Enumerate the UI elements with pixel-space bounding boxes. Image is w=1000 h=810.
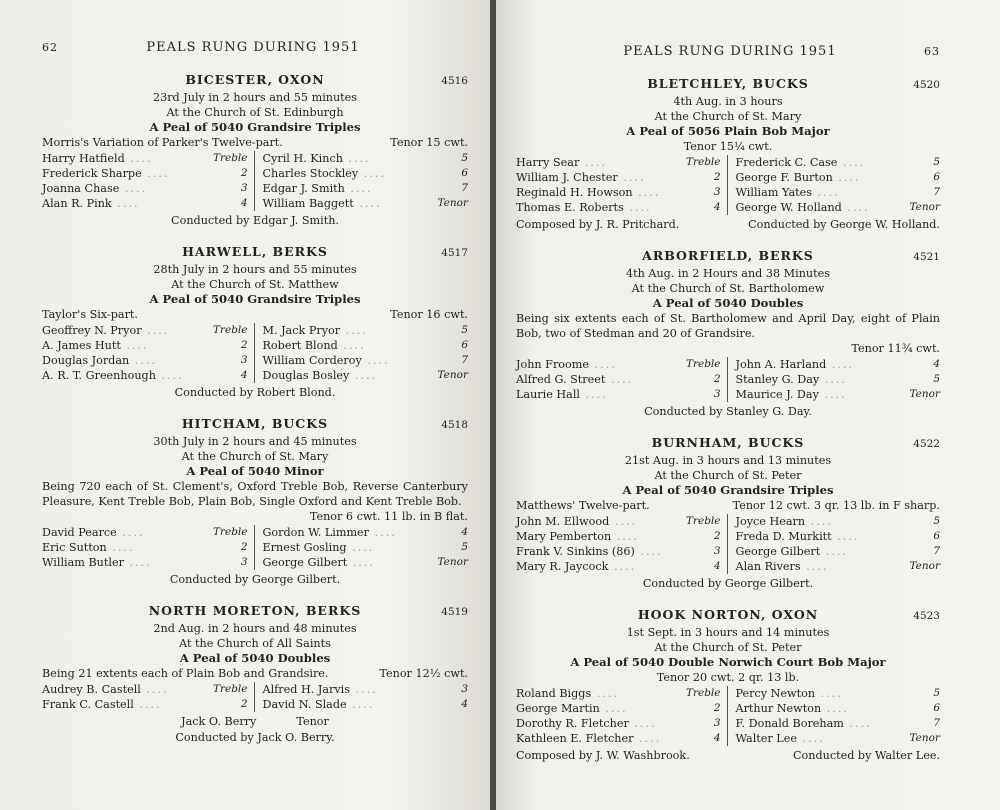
- peal-church: At the Church of All Saints: [179, 637, 331, 650]
- peal-number: 4521: [913, 251, 940, 263]
- ringers-column: [42, 525, 255, 570]
- peal-date: 21st Aug. in 3 hours and 13 minutes: [624, 454, 832, 467]
- peal-number: 4523: [913, 610, 940, 622]
- ringer-row: Cyril H. Kinch .... 5: [263, 151, 469, 166]
- ringer-row: Alfred H. Jarvis .... 3: [263, 682, 469, 697]
- peal-composition: Taylor's Six-part.: [42, 308, 138, 321]
- peal-conductor: Conducted by Jack O. Berry.: [175, 731, 335, 744]
- peal-composer: Composed by J. W. Washbrook.: [516, 749, 690, 762]
- peal-title: BLETCHLEY, BUCKS 4520: [647, 76, 940, 91]
- ringer-row: Frederick Sharpe .... 2: [42, 166, 248, 181]
- right-page: [496, 0, 1000, 810]
- peal-entry: [516, 76, 940, 232]
- peal-title: NORTH MORETON, BERKS 4519: [148, 603, 468, 618]
- ringers-table: [42, 525, 468, 570]
- running-head: [42, 40, 468, 60]
- ringers-column: [255, 323, 469, 383]
- ringer-row: Douglas Jordan .... 3: [42, 353, 248, 368]
- peal-number: 4518: [441, 419, 468, 431]
- peal-number: 4520: [913, 79, 940, 91]
- ringers-column: [42, 151, 255, 211]
- ringer-row: Roland Biggs .... Treble: [516, 686, 721, 701]
- page-number: 62: [42, 41, 58, 54]
- ringers-column: [728, 514, 941, 574]
- ringer-row: Arthur Newton .... 6: [736, 701, 941, 716]
- ringer-row: William Baggett .... Tenor: [263, 196, 469, 211]
- peal-church: At the Church of St. Peter: [654, 469, 802, 482]
- ringer-row: George Gilbert .... Tenor: [263, 555, 469, 570]
- ringer-row: David N. Slade .... 4: [263, 697, 469, 712]
- peal-tenor: Tenor 16 cwt.: [390, 308, 468, 321]
- peal-number: 4516: [441, 75, 468, 87]
- peal-title: HARWELL, BERKS 4517: [182, 244, 468, 259]
- ringer-row: Charles Stockley .... 6: [263, 166, 469, 181]
- ringers-column: [42, 682, 255, 712]
- ringer-row: Mary R. Jaycock .... 4: [516, 559, 721, 574]
- peal-meta: [516, 498, 940, 513]
- peal-date: 1st Sept. in 3 hours and 14 minutes: [626, 626, 830, 639]
- peal-method: A Peal of 5040 Double Norwich Court Bob Major: [570, 655, 886, 669]
- ringer-row: Joyce Hearn .... 5: [736, 514, 941, 529]
- ringer-row: John M. Ellwood .... Treble: [516, 514, 721, 529]
- peal-tenor: Tenor 12½ cwt.: [379, 667, 468, 680]
- peal-composition: Matthews' Twelve-part.: [516, 499, 650, 512]
- peal-tenor: Tenor 15 cwt.: [390, 136, 468, 149]
- ringers-table: [516, 357, 940, 402]
- peal-church: At the Church of St. Bartholomew: [631, 282, 825, 295]
- ringer-row: Frank C. Castell .... 2: [42, 697, 248, 712]
- ringers-table: [42, 151, 468, 211]
- ringer-row: F. Donald Boreham .... 7: [736, 716, 941, 731]
- peal-date: 23rd July in 2 hours and 55 minutes: [152, 91, 358, 104]
- peal-title: BURNHAM, BUCKS 4522: [651, 435, 940, 450]
- ringers-column: [728, 357, 941, 402]
- ringer-row: Reginald H. Howson .... 3: [516, 185, 721, 200]
- ringer-row: Harry Sear .... Treble: [516, 155, 721, 170]
- ringer-row: Alan Rivers .... Tenor: [736, 559, 941, 574]
- ringer-row: Thomas E. Roberts .... 4: [516, 200, 721, 215]
- ringer-row: Gordon W. Limmer .... 4: [263, 525, 469, 540]
- peal-date: 2nd Aug. in 2 hours and 48 minutes: [153, 622, 357, 635]
- peal-conductor: Conducted by Stanley G. Day.: [644, 405, 812, 418]
- peal-method: A Peal of 5056 Plain Bob Major: [626, 124, 830, 138]
- ringer-row: John A. Harland .... 4: [736, 357, 941, 372]
- peal-church: At the Church of St. Peter: [654, 641, 802, 654]
- ringer-row: Joanna Chase .... 3: [42, 181, 248, 196]
- peal-tenor: Tenor 11¾ cwt.: [851, 342, 940, 355]
- peal-title: HITCHAM, BUCKS 4518: [181, 416, 468, 431]
- peal-method: A Peal of 5040 Doubles: [179, 651, 331, 665]
- peal-title: HOOK NORTON, OXON 4523: [637, 607, 940, 622]
- running-head-title: PEALS RUNG DURING 1951: [146, 40, 360, 55]
- left-page: [0, 0, 492, 810]
- peal-meta: [42, 666, 468, 681]
- ringer-row: Stanley G. Day .... 5: [736, 372, 941, 387]
- ringers-column: [255, 151, 469, 211]
- ringer-row: Walter Lee .... Tenor: [736, 731, 941, 746]
- ringer-row: David Pearce .... Treble: [42, 525, 248, 540]
- ringer-row: Percy Newton .... 5: [736, 686, 941, 701]
- peal-number: 4519: [441, 606, 468, 618]
- right-page-content: [516, 44, 940, 779]
- ringer-row: William Corderoy .... 7: [263, 353, 469, 368]
- ringers-column: [516, 155, 728, 215]
- ringer-row: George Gilbert .... 7: [736, 544, 941, 559]
- ringer-row: Kathleen E. Fletcher .... 4: [516, 731, 721, 746]
- ringer-row: Douglas Bosley .... Tenor: [263, 368, 469, 383]
- peal-entry: [516, 435, 940, 591]
- peal-date: 30th July in 2 hours and 45 minutes: [153, 435, 357, 448]
- ringers-table: [42, 682, 468, 712]
- ringer-row: Harry Hatfield .... Treble: [42, 151, 248, 166]
- running-head: [516, 44, 940, 64]
- ringer-row: William Butler .... 3: [42, 555, 248, 570]
- ringers-table: [42, 323, 468, 383]
- peal-date: 4th Aug. in 2 Hours and 38 Minutes: [626, 267, 830, 280]
- ringer-row: John Froome .... Treble: [516, 357, 721, 372]
- ringer-row: Edgar J. Smith .... 7: [263, 181, 469, 196]
- peal-method: A Peal of 5040 Doubles: [652, 296, 804, 310]
- peal-method: A Peal of 5040 Minor: [186, 464, 324, 478]
- peal-credits: [516, 748, 940, 763]
- peal-title: ARBORFIELD, BERKS 4521: [642, 248, 940, 263]
- ringer-row-tenor: Jack O. Berry Tenor: [181, 715, 329, 728]
- peal-tenor: Tenor 15¼ cwt.: [683, 140, 773, 153]
- peal-description: Being 720 each of St. Clement's, Oxford Treble Bob, Reverse Canterbury Pleasure, Kent Treble Bob, Plain Bob, Single Oxford and Kent Treble Bob.: [42, 480, 468, 508]
- peal-church: At the Church of St. Matthew: [171, 278, 339, 291]
- peal-credits: [516, 217, 940, 232]
- ringers-table: [516, 514, 940, 574]
- peal-entry: [42, 416, 468, 587]
- ringer-row: Geoffrey N. Pryor .... Treble: [42, 323, 248, 338]
- peal-composition: Morris's Variation of Parker's Twelve-part.: [42, 136, 283, 149]
- peal-entry: [42, 72, 468, 228]
- ringer-row: Laurie Hall .... 3: [516, 387, 721, 402]
- ringer-row: William J. Chester .... 2: [516, 170, 721, 185]
- ringers-table: [516, 686, 940, 746]
- peal-conductor: Conducted by Walter Lee.: [792, 749, 940, 762]
- ringers-column: [255, 682, 469, 712]
- ringer-row: Mary Pemberton .... 2: [516, 529, 721, 544]
- running-head-title: PEALS RUNG DURING 1951: [623, 44, 837, 59]
- ringer-row: A. James Hutt .... 2: [42, 338, 248, 353]
- peal-tenor: Tenor 20 cwt. 2 qr. 13 lb.: [656, 671, 800, 684]
- ringers-column: [728, 155, 941, 215]
- peal-description: Being six extents each of St. Bartholomew and April Day, eight of Plain Bob, two of Stedman and 20 of Grandsire.: [516, 312, 940, 340]
- ringer-row: A. R. T. Greenhough .... 4: [42, 368, 248, 383]
- peal-number: 4522: [913, 438, 940, 450]
- peal-conductor: Conducted by George W. Holland.: [748, 218, 940, 231]
- ringer-row: Freda D. Murkitt .... 6: [736, 529, 941, 544]
- peal-church: At the Church of St. Edinburgh: [166, 106, 344, 119]
- page-number: 63: [924, 45, 940, 58]
- peal-entry: [516, 607, 940, 763]
- ringer-row: Maurice J. Day .... Tenor: [736, 387, 941, 402]
- peal-meta: [42, 307, 468, 322]
- peal-title: BICESTER, OXON 4516: [185, 72, 468, 87]
- ringers-table: [516, 155, 940, 215]
- peal-tenor: Tenor 12 cwt. 3 qr. 13 lb. in F sharp.: [732, 499, 940, 512]
- ringers-column: [516, 357, 728, 402]
- ringer-row: William Yates .... 7: [736, 185, 941, 200]
- ringer-row: Ernest Gosling .... 5: [263, 540, 469, 555]
- ringer-row: Frank V. Sinkins (86) .... 3: [516, 544, 721, 559]
- peal-conductor: Conducted by George Gilbert.: [642, 577, 814, 590]
- ringer-row: M. Jack Pryor .... 5: [263, 323, 469, 338]
- peal-entry: [42, 244, 468, 400]
- ringers-column: [42, 323, 255, 383]
- ringer-row: Robert Blond .... 6: [263, 338, 469, 353]
- peal-conductor: Conducted by Robert Blond.: [174, 386, 336, 399]
- peal-date: 28th July in 2 hours and 55 minutes: [153, 263, 357, 276]
- peal-composer: Composed by J. R. Pritchard.: [516, 218, 680, 231]
- peal-composition: Being 21 extents each of Plain Bob and Grandsire.: [42, 667, 329, 680]
- ringer-row: Frederick C. Case .... 5: [736, 155, 941, 170]
- ringers-column: [516, 514, 728, 574]
- peal-conductor: Conducted by Edgar J. Smith.: [171, 214, 339, 227]
- ringer-row: Dorothy R. Fletcher .... 3: [516, 716, 721, 731]
- peal-method: A Peal of 5040 Grandsire Triples: [149, 120, 361, 134]
- ringer-row: George W. Holland .... Tenor: [736, 200, 941, 215]
- ringer-row: Eric Sutton .... 2: [42, 540, 248, 555]
- ringer-row: George F. Burton .... 6: [736, 170, 941, 185]
- ringer-row: George Martin .... 2: [516, 701, 721, 716]
- ringers-column: [255, 525, 469, 570]
- peal-entry: [516, 248, 940, 419]
- ringer-row: Alfred G. Street .... 2: [516, 372, 721, 387]
- peal-meta: [42, 135, 468, 150]
- peal-tenor: Tenor 6 cwt. 11 lb. in B flat.: [309, 510, 468, 523]
- ringer-row: Audrey B. Castell .... Treble: [42, 682, 248, 697]
- peal-number: 4517: [441, 247, 468, 259]
- peal-church: At the Church of St. Mary: [654, 110, 802, 123]
- ringers-column: [728, 686, 941, 746]
- ringers-column: [516, 686, 728, 746]
- peal-conductor: Conducted by George Gilbert.: [169, 573, 341, 586]
- peal-method: A Peal of 5040 Grandsire Triples: [149, 292, 361, 306]
- peal-method: A Peal of 5040 Grandsire Triples: [622, 483, 834, 497]
- ringer-row: Alan R. Pink .... 4: [42, 196, 248, 211]
- peal-church: At the Church of St. Mary: [181, 450, 329, 463]
- left-page-content: [42, 40, 468, 761]
- peal-entry: [42, 603, 468, 745]
- peal-date: 4th Aug. in 3 hours: [673, 95, 783, 108]
